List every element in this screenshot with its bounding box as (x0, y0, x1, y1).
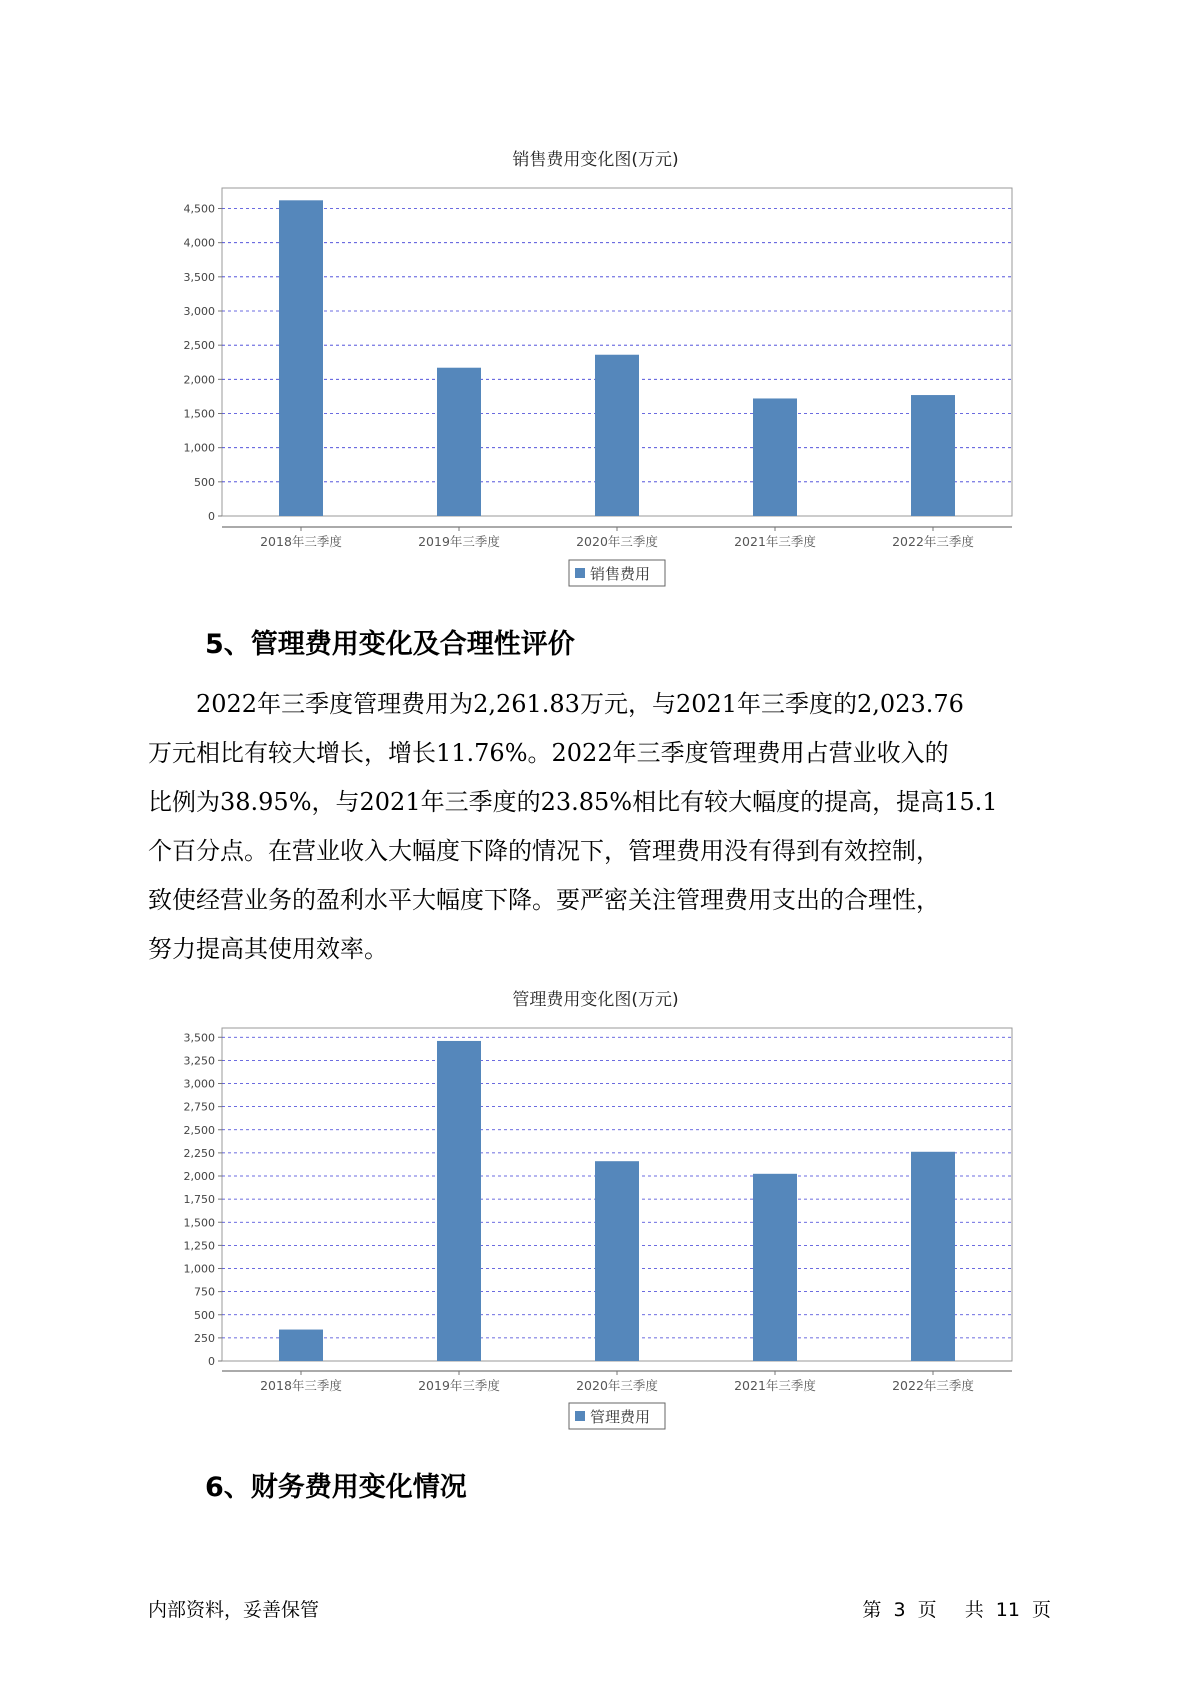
footer-page-info (856, 1595, 1051, 1622)
y-tick-label: 3,500 (183, 1031, 215, 1045)
y-tick-label: 0 (208, 510, 215, 523)
legend-label: 销售费用 (590, 565, 651, 583)
footer-confidential-note: 内部资料，妥善保管 (148, 1599, 320, 1621)
y-tick-label: 3,000 (183, 305, 215, 318)
x-tick-label: 2018年三季度 (260, 1378, 342, 1393)
paragraph-line: 2022年三季度管理费用为2,261.83万元，与2021年三季度的2,023.76 (196, 690, 964, 718)
bar (279, 1330, 323, 1361)
x-tick-label: 2019年三季度 (418, 534, 500, 549)
x-tick-label: 2018年三季度 (260, 534, 342, 549)
y-tick-label: 2,750 (183, 1100, 215, 1114)
total-pages: 11 (995, 1599, 1020, 1621)
legend-label: 管理费用 (590, 1408, 651, 1426)
y-tick-label: 1,250 (183, 1239, 215, 1253)
y-tick-label: 1,750 (183, 1193, 215, 1207)
x-tick-label: 2020年三季度 (576, 1378, 658, 1393)
y-tick-label: 750 (194, 1285, 215, 1299)
chart-title: 管理费用变化图(万元) (512, 990, 679, 1010)
x-tick-label: 2022年三季度 (892, 1378, 974, 1393)
paragraph-line: 致使经营业务的盈利水平大幅度下降。要严密关注管理费用支出的合理性， (148, 886, 940, 914)
y-tick-label: 500 (194, 1308, 215, 1322)
x-tick-label: 2022年三季度 (892, 534, 974, 549)
legend-swatch (575, 1411, 585, 1421)
y-tick-label: 0 (208, 1355, 215, 1368)
page-prefix: 第 (862, 1599, 882, 1621)
bar (753, 1174, 797, 1361)
x-tick-label: 2019年三季度 (418, 1378, 500, 1393)
paragraph-line: 比例为38.95%，与2021年三季度的23.85%相比有较大幅度的提高，提高15.1 (148, 788, 998, 816)
y-tick-label: 250 (194, 1331, 215, 1345)
paragraph-line: 努力提高其使用效率。 (148, 935, 388, 963)
section-5-heading: 5、管理费用变化及合理性评价 (205, 629, 575, 660)
y-tick-label: 4,500 (183, 202, 215, 216)
chart-title: 销售费用变化图(万元) (512, 150, 679, 170)
x-tick-label: 2021年三季度 (734, 534, 816, 549)
y-tick-label: 2,500 (183, 339, 215, 353)
page-number: 3 (893, 1599, 906, 1621)
y-tick-label: 4,000 (183, 236, 215, 250)
y-tick-label: 2,000 (183, 1170, 215, 1183)
y-tick-label: 1,500 (183, 407, 215, 421)
section-6-heading: 6、财务费用变化情况 (205, 1472, 467, 1503)
x-tick-label: 2021年三季度 (734, 1378, 816, 1393)
bar (437, 1041, 481, 1361)
y-tick-label: 1,000 (183, 441, 215, 455)
bar (911, 1152, 955, 1361)
y-tick-label: 1,500 (183, 1216, 215, 1230)
page-suffix: 页 (917, 1599, 937, 1621)
y-tick-label: 3,250 (183, 1054, 215, 1068)
bar (595, 1161, 639, 1361)
y-tick-label: 500 (194, 475, 215, 489)
y-tick-label: 3,500 (183, 270, 215, 284)
x-tick-label: 2020年三季度 (576, 534, 658, 549)
paragraph-line: 万元相比有较大增长，增长11.76%。2022年三季度管理费用占营业收入的 (148, 739, 949, 767)
y-tick-label: 2,000 (183, 373, 215, 387)
paragraph-line: 个百分点。在营业收入大幅度下降的情况下，管理费用没有得到有效控制， (148, 837, 940, 865)
total-suffix: 页 (1031, 1599, 1051, 1621)
total-prefix: 共 (964, 1599, 984, 1621)
y-tick-label: 3,000 (183, 1077, 215, 1091)
y-tick-label: 1,000 (183, 1262, 215, 1276)
y-tick-label: 2,500 (183, 1123, 215, 1137)
y-tick-label: 2,250 (183, 1146, 215, 1160)
